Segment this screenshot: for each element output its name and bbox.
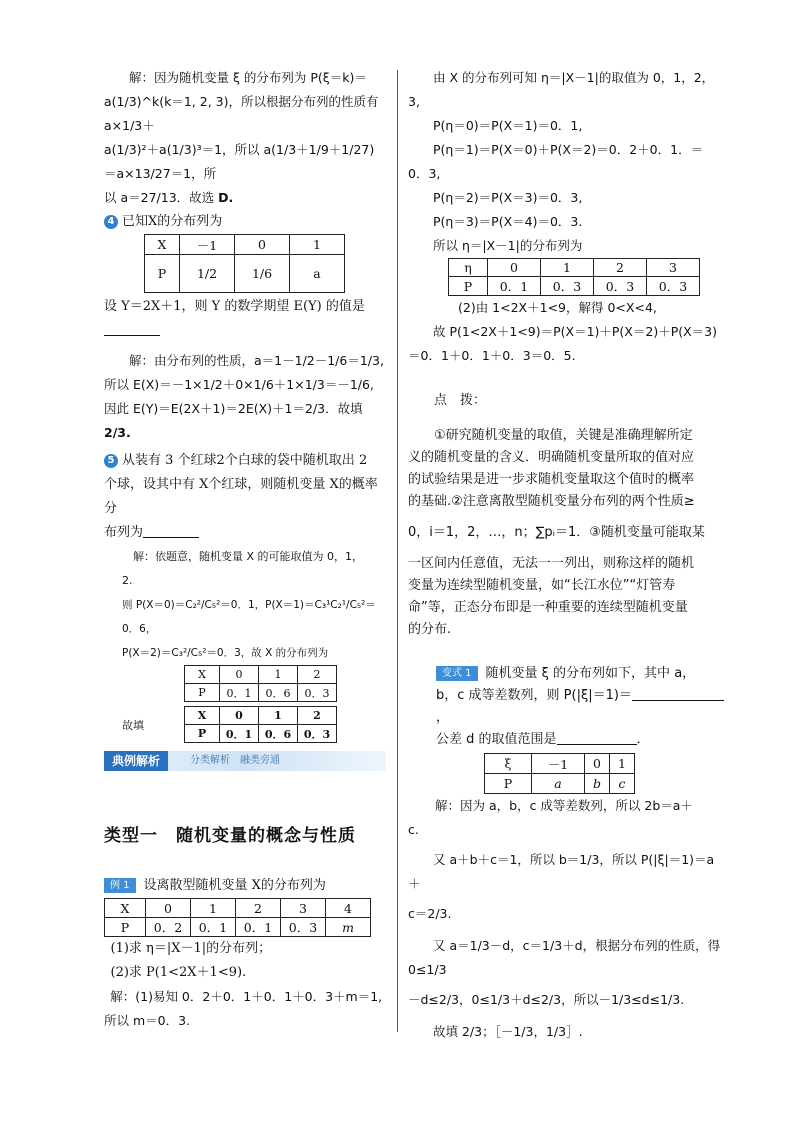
example1-line <box>104 874 386 898</box>
q5-table-cell-2: 0．6 <box>259 684 298 702</box>
q3-solution-text: 以 a＝27/13．故选 <box>104 190 215 205</box>
variant1-table <box>484 753 635 794</box>
q5-solution-table <box>184 665 337 702</box>
ex1-table-cell-4: 0．3 <box>281 918 326 937</box>
q5-fill-label: 故填 <box>122 718 144 732</box>
q4-table-header-0: X <box>145 235 180 255</box>
q4-solution-line1: 解：由分布列的性质，a＝1－1/2－1/6＝1/3, <box>129 353 384 368</box>
right-solution-line7: P(η＝3)＝P(X＝4)＝0．3. <box>433 214 583 229</box>
example-tag: 例 1 <box>104 878 136 893</box>
variant1-text-3: 公差 d 的取值范围是 <box>436 732 557 747</box>
variant1-solution-line7: 故填 2/3；［－1/3，1/3］. <box>433 1024 583 1039</box>
right-solution-line11: ＝0．1＋0．1＋0．3＝0．5. <box>408 348 576 363</box>
right-solution-line10: 故 P(1<2X＋1<9)＝P(X＝1)＋P(X＝2)＋P(X＝3) <box>433 324 718 339</box>
tip-line6: 一区间内任意值，无法一一列出，则称这样的随机 <box>408 556 695 571</box>
right-solution-line3: P(η＝0)＝P(X＝1)＝0．1, <box>433 118 583 133</box>
banner-label: 典例解析 <box>104 751 168 771</box>
q5-line3 <box>104 521 386 545</box>
var1-table-header-3: 1 <box>610 754 635 774</box>
var1-table-header-2: 0 <box>585 754 610 774</box>
right-solution-line5: 0．3, <box>408 166 441 181</box>
q5-solution-line1: 解：依题意，随机变量 X 的可能取值为 0，1， <box>133 550 364 563</box>
q5-solution-line2: 2. <box>122 574 133 587</box>
var1-table-cell-2: b <box>585 774 610 794</box>
var1-table-cell-1: a <box>532 774 585 794</box>
variant1-line3: 公差 d 的取值范围是 ． <box>436 732 650 747</box>
q5-solution-line3: 则 P(X＝0)＝C₂²/C₅²＝0．1，P(X＝1)＝C₃¹C₂¹/C₅²＝0．6， <box>122 599 376 635</box>
ex1-table-cell-2: 0．1 <box>191 918 236 937</box>
q5-table-header-0: X <box>185 666 220 684</box>
ex1-table-cell-5: m <box>326 918 371 937</box>
eta-table-header-1: 0 <box>488 259 541 277</box>
q4-text-2: 设 Y＝2X＋1，则 Y 的数学期望 E(Y) 的值是 <box>104 299 365 314</box>
tip-line2: 义的随机变量的含义．明确随机变量所取的值对应 <box>408 450 695 465</box>
right-solution-line4: P(η＝1)＝P(X＝0)＋P(X＝2)＝0．2＋0．1．＝ <box>433 142 704 157</box>
q4-answer-blank[interactable] <box>104 321 160 336</box>
q5-solution-line4: P(X＝2)＝C₃²/C₅²＝0．3，故 X 的分布列为 <box>122 647 329 659</box>
q4-solution-line2: 所以 E(X)＝－1×1/2＋0×1/6＋1×1/3＝－1/6, <box>104 377 374 392</box>
ex1-table-header-2: 1 <box>191 899 236 918</box>
q4-solution-text: 因此 E(Y)＝E(2X＋1)＝2E(X)＋1＝2/3．故填 <box>104 401 363 416</box>
q5-fill-cell-0: P <box>185 725 220 743</box>
right-solution-line6: P(η＝2)＝P(X＝3)＝0．3, <box>433 190 583 205</box>
right-solution-line9: (2)由 1<2X＋1<9，解得 0<X<4, <box>458 300 657 315</box>
tip-title: 点 拨： <box>434 393 487 408</box>
var1-table-header-0: ξ <box>485 754 532 774</box>
question-number-4: 4 <box>104 215 118 229</box>
q3-solution-line2: a(1/3)^k(k＝1, 2, 3)，所以根据分布列的性质有 a×1/3＋ <box>104 94 379 133</box>
right-column <box>408 66 724 1044</box>
q5-fill-header-2: 1 <box>259 707 298 725</box>
eta-table-cell-1: 0．1 <box>488 277 541 296</box>
q5-answer-blank[interactable] <box>143 523 199 538</box>
q4-distribution-table <box>144 234 345 293</box>
q3-answer: D. <box>218 190 234 205</box>
q4-solution-line3 <box>104 397 386 445</box>
ex1-table-cell-3: 0．1 <box>236 918 281 937</box>
q3-solution-line1: 解：因为随机变量 ξ 的分布列为 P(ξ＝k)＝ <box>129 70 367 85</box>
banner-subtitle: 分类解析 融类旁通 <box>190 755 280 766</box>
var1-table-header-1: －1 <box>532 754 585 774</box>
q5-text-1: 从装有 3 个红球2个白球的袋中随机取出 2 <box>122 453 368 468</box>
variant1-solution-line5: 又 a＝1/3－d，c＝1/3＋d，根据分布列的性质，得 0≤1/3 <box>408 938 721 977</box>
tip-line4: 的基础.②注意离散型随机变量分布列的两个性质≥ <box>408 494 695 509</box>
question-number-5: 5 <box>104 454 118 468</box>
q5-table-cell-0: P <box>185 684 220 702</box>
tip-block <box>408 390 724 641</box>
example1-table <box>104 898 371 937</box>
eta-table-header-4: 3 <box>647 259 700 277</box>
tip-line5: 0，i＝1，2，…，n；∑pᵢ＝1．③随机变量可能取某 <box>408 525 705 540</box>
q5-fill-header-0: X <box>185 707 220 725</box>
right-solution-line2: 3, <box>408 94 420 109</box>
example1-solution-line2: 所以 m＝0．3. <box>104 1013 191 1028</box>
q4-table-cell-1: 1/2 <box>180 255 235 293</box>
tip-line7: 变量为连续型随机变量，如“长江水位”“灯管寿 <box>408 578 676 593</box>
q4-blank-line <box>104 319 386 343</box>
example1-text: 设离散型随机变量 X的分布列为 <box>143 878 326 893</box>
q5-table-header-3: 2 <box>298 666 337 684</box>
ex1-table-header-5: 4 <box>326 899 371 918</box>
column-divider <box>397 70 398 1032</box>
q5-line1 <box>104 449 386 473</box>
q4-table-cell-3: a <box>290 255 345 293</box>
example1-solution-line1: 解：(1)易知 0．2＋0．1＋0．1＋0．3＋m＝1, <box>110 989 383 1004</box>
q5-fill-header-1: 0 <box>220 707 259 725</box>
ex1-table-header-4: 3 <box>281 899 326 918</box>
eta-table-header-3: 2 <box>594 259 647 277</box>
q5-fill-header-3: 2 <box>298 707 337 725</box>
variant1-block <box>408 663 724 1044</box>
ex1-table-cell-0: P <box>105 918 146 937</box>
variant1-blank-1[interactable] <box>632 686 724 701</box>
variant1-blank-2[interactable] <box>557 730 637 745</box>
eta-table-cell-4: 0．3 <box>647 277 700 296</box>
section-title: 类型一 随机变量的概念与性质 <box>104 826 356 846</box>
eta-table-cell-2: 0．3 <box>541 277 594 296</box>
tip-line9: 的分布. <box>408 622 452 637</box>
q5-fill-cell-1: 0．1 <box>220 725 259 743</box>
q5-fill-row <box>122 706 386 743</box>
q4-table-cell-2: 1/6 <box>235 255 290 293</box>
variant1-text-1: 随机变量 ξ 的分布列如下，其中 a， <box>485 666 696 681</box>
tip-line3: 的试验结果是进一步求随机变量取这个值时的概率 <box>408 472 695 487</box>
tip-line8: 命”等，正态分布即是一种重要的连续型随机变量 <box>408 600 688 615</box>
q5-table-header-2: 1 <box>259 666 298 684</box>
q5-solution <box>104 545 386 743</box>
eta-table-header-0: η <box>449 259 488 277</box>
q4-table-header-1: －1 <box>180 235 235 255</box>
example1-q2: (2)求 P(1<2X＋1<9). <box>110 965 247 980</box>
q5-fill-cell-2: 0．6 <box>259 725 298 743</box>
q4-question <box>104 210 386 234</box>
q4-table-header-2: 0 <box>235 235 290 255</box>
q5-fill-cell-3: 0．3 <box>298 725 337 743</box>
q3-solution-line4 <box>104 186 386 210</box>
q4-table-header-3: 1 <box>290 235 345 255</box>
eta-table-header-2: 1 <box>541 259 594 277</box>
eta-table-cell-3: 0．3 <box>594 277 647 296</box>
right-solution-line8: 所以 η＝|X－1|的分布列为 <box>433 238 583 253</box>
q4-answer: 2/3. <box>104 425 131 440</box>
q5-text-2: 个球，设其中有 X个红球，则随机变量 X的概率分 <box>104 477 378 516</box>
q4-table-cell-0: P <box>145 255 180 293</box>
variant1-text-2: b，c 成等差数列，则 P(|ξ|＝1)＝ <box>436 688 632 703</box>
q5-table-header-1: 0 <box>220 666 259 684</box>
eta-distribution-table <box>448 258 700 296</box>
variant-tag: 变式 1 <box>436 666 478 681</box>
left-column <box>104 66 386 1033</box>
variant1-solution-line1: 解：因为 a，b，c 成等差数列，所以 2b＝a＋ <box>435 798 693 813</box>
q5-table-cell-3: 0．3 <box>298 684 337 702</box>
ex1-table-header-1: 0 <box>146 899 191 918</box>
variant1-line1 <box>408 663 724 685</box>
variant1-solution-line4: c＝2/3. <box>408 906 452 921</box>
q5-text-3: 布列为 <box>104 525 144 540</box>
ex1-table-header-3: 2 <box>236 899 281 918</box>
variant1-solution-line3: 又 a＋b＋c＝1，所以 b＝1/3，所以 P(|ξ|＝1)＝a＋ <box>408 852 715 891</box>
q4-text: 已知X的分布列为 <box>122 214 223 229</box>
ex1-table-header-0: X <box>105 899 146 918</box>
example1-q1: (1)求 η＝|X－1|的分布列； <box>110 941 272 956</box>
variant1-line2: b，c 成等差数列，则 P(|ξ|＝1)＝， <box>408 685 724 729</box>
variant1-solution-line2: c. <box>408 822 419 837</box>
var1-table-cell-3: c <box>610 774 635 794</box>
eta-table-cell-0: P <box>449 277 488 296</box>
q5-fill-table <box>184 706 337 743</box>
tip-line1: ①研究随机变量的取值，关键是准确理解所定 <box>434 428 693 443</box>
section-banner <box>104 751 386 771</box>
right-solution-line1: 由 X 的分布列可知 η＝|X－1|的取值为 0，1，2， <box>433 70 715 85</box>
q3-solution-line3: a(1/3)²＋a(1/3)³＝1，所以 a(1/3＋1/9＋1/27)＝a×13/27＝1，所 <box>104 142 375 181</box>
ex1-table-cell-1: 0．2 <box>146 918 191 937</box>
q5-table-cell-1: 0．1 <box>220 684 259 702</box>
var1-table-cell-0: P <box>485 774 532 794</box>
variant1-solution-line6: －d≤2/3，0≤1/3＋d≤2/3，所以－1/3≤d≤1/3. <box>408 992 685 1007</box>
